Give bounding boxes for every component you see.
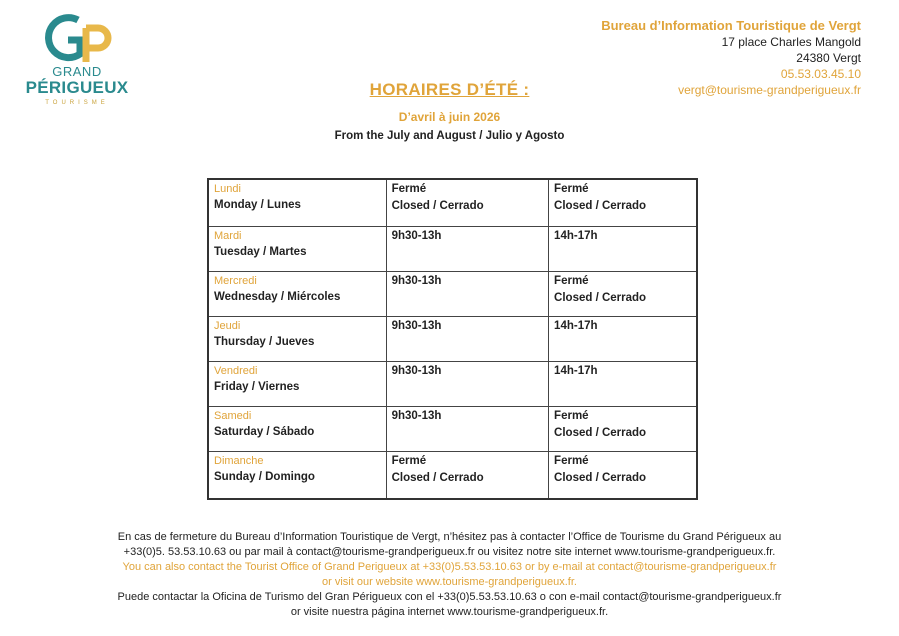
footer-es-line-2: or visite nuestra página internet www.tourisme-grandperigueux.fr.: [290, 606, 609, 618]
logo-perigueux-text: PÉRIGUEUX: [25, 78, 129, 97]
afternoon-hours-text: Closed / Cerrado: [554, 292, 647, 304]
day-name-fr: Mercredi: [214, 275, 257, 287]
table-row: [208, 407, 697, 452]
day-name-en-es: Friday / Viernes: [214, 381, 300, 393]
day-name-en-es: Wednesday / Miércoles: [214, 291, 341, 303]
office-street: 17 place Charles Mangold: [721, 35, 861, 49]
afternoon-hours-text: Fermé: [554, 275, 589, 287]
afternoon-hours-text: 14h-17h: [554, 320, 598, 332]
day-name-fr: Jeudi: [214, 320, 241, 332]
morning-hours-text: Fermé: [391, 455, 427, 467]
afternoon-hours-text: Closed / Cerrado: [554, 200, 647, 212]
table-row: [208, 362, 697, 407]
afternoon-hours-cell: [549, 452, 697, 500]
office-name: Bureau d’Information Touristique de Vergt: [601, 18, 861, 33]
afternoon-hours-text: Fermé: [554, 410, 589, 422]
day-name-en-es: Sunday / Domingo: [214, 471, 315, 483]
morning-hours-cell: [386, 227, 548, 272]
afternoon-hours-text: Closed / Cerrado: [554, 472, 647, 484]
day-cell: [208, 272, 386, 317]
period-other: From the July and August / Julio y Agosto: [334, 130, 565, 142]
morning-hours-cell: [386, 362, 548, 407]
footer-fr-line-2: +33(0)5. 53.53.10.63 ou par mail à contact@tourisme-grandperigueux.fr ou visitez notre site internet www.tourisme-grandperigueux.fr.: [123, 546, 776, 558]
day-name-fr: Lundi: [214, 183, 241, 195]
morning-hours-cell: [386, 452, 548, 500]
day-name-fr: Dimanche: [214, 455, 264, 467]
morning-hours-text: 9h30-13h: [391, 365, 442, 377]
office-city: 24380 Vergt: [796, 51, 861, 65]
day-cell: [208, 452, 386, 500]
footer-contact: [0, 530, 899, 619]
table-row: [208, 227, 697, 272]
afternoon-hours-text: Fermé: [554, 455, 589, 467]
afternoon-hours-text: 14h-17h: [554, 230, 598, 242]
afternoon-hours-cell: [549, 317, 697, 362]
day-name-fr: Samedi: [214, 410, 252, 422]
day-name-en-es: Monday / Lunes: [214, 199, 301, 211]
table-row: [208, 317, 697, 362]
morning-hours-cell: [386, 179, 548, 227]
morning-hours-text: 9h30-13h: [391, 410, 442, 422]
morning-hours-cell: [386, 272, 548, 317]
day-cell: [208, 227, 386, 272]
day-cell: [208, 407, 386, 452]
afternoon-hours-text: 14h-17h: [554, 365, 598, 377]
footer-en-line-2: or visit our website www.tourisme-grandperigueux.fr.: [322, 576, 577, 588]
morning-hours-cell: [386, 317, 548, 362]
afternoon-hours-cell: [549, 179, 697, 227]
afternoon-hours-text: Fermé: [554, 183, 589, 195]
table-row: [208, 452, 697, 500]
day-name-fr: Vendredi: [214, 365, 258, 377]
afternoon-hours-cell: [549, 272, 697, 317]
footer-fr-line-1: En cas de fermeture du Bureau d’Information Touristique de Vergt, n’hésitez pas à contacter l’Office de Tourisme du Grand Périgueux au: [117, 531, 782, 543]
page-title-wrap: [0, 80, 899, 100]
opening-hours-table: [207, 178, 698, 500]
day-cell: [208, 179, 386, 227]
morning-hours-cell: [386, 407, 548, 452]
morning-hours-text: 9h30-13h: [391, 275, 442, 287]
gp-monogram-icon: [40, 14, 120, 66]
footer-es-line-1: Puede contactar la Oficina de Turismo del Gran Périgueux con el +33(0)5.53.53.10.63 o con e-mail contact@tourisme-grandperigueux.fr: [117, 591, 782, 603]
logo-tourisme-text: TOURISME: [45, 100, 109, 106]
morning-hours-text: Fermé: [391, 183, 427, 195]
table-row: [208, 179, 697, 227]
afternoon-hours-cell: [549, 407, 697, 452]
afternoon-hours-cell: [549, 227, 697, 272]
day-name-en-es: Tuesday / Martes: [214, 246, 307, 258]
morning-hours-text: 9h30-13h: [391, 230, 442, 242]
afternoon-hours-cell: [549, 362, 697, 407]
footer-en-line-1: You can also contact the Tourist Office of Grand Perigueux at +33(0)5.53.53.10.63 or by e-mail at contact@tourisme-grandperigueux.fr: [122, 561, 777, 573]
morning-hours-text: Closed / Cerrado: [391, 200, 484, 212]
day-cell: [208, 317, 386, 362]
office-phone: 05.53.03.45.10: [780, 67, 861, 81]
office-email[interactable]: vergt@tourisme-grandperigueux.fr: [678, 83, 861, 97]
period-fr: D’avril à juin 2026: [398, 110, 501, 124]
table-row: [208, 272, 697, 317]
day-name-fr: Mardi: [214, 230, 242, 242]
morning-hours-text: Closed / Cerrado: [391, 472, 484, 484]
day-name-en-es: Thursday / Jueves: [214, 336, 315, 348]
day-name-en-es: Saturday / Sábado: [214, 426, 315, 438]
logo-grand-text: GRAND: [52, 64, 102, 79]
morning-hours-text: 9h30-13h: [391, 320, 442, 332]
page-title: HORAIRES D’ÉTÉ :: [369, 80, 530, 99]
afternoon-hours-text: Closed / Cerrado: [554, 427, 647, 439]
day-cell: [208, 362, 386, 407]
